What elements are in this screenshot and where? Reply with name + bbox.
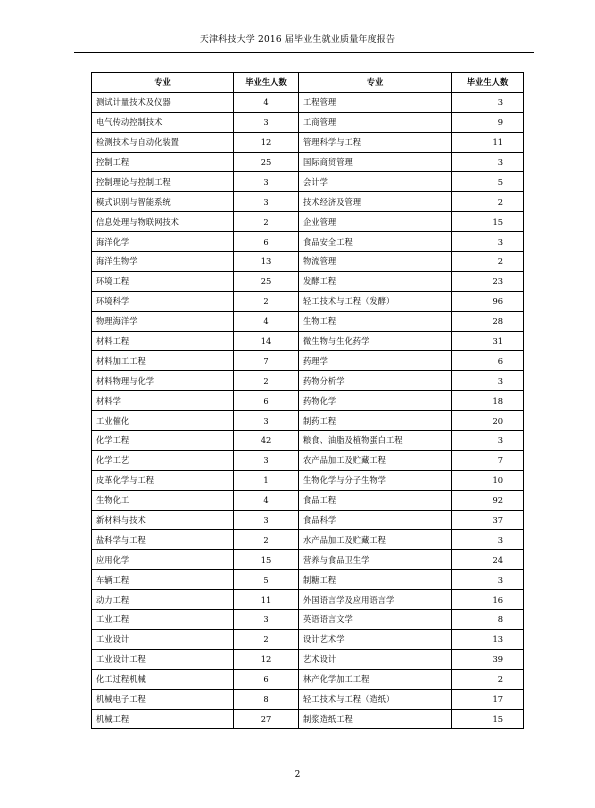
major-left-cell: 控制工程 [92, 152, 234, 172]
major-left-cell: 控制理论与控制工程 [92, 172, 234, 192]
table-row [92, 331, 524, 351]
major-left-cell: 化学工程 [92, 431, 234, 451]
major-left-cell: 工业设计工程 [92, 649, 234, 669]
count-right-cell: 13 [452, 629, 524, 649]
count-left-cell: 27 [234, 709, 299, 729]
count-left-cell: 25 [234, 271, 299, 291]
major-left-cell: 物理海洋学 [92, 311, 234, 331]
table-row [92, 132, 524, 152]
count-left-cell: 3 [234, 450, 299, 470]
count-left-cell: 14 [234, 331, 299, 351]
table-row [92, 271, 524, 291]
major-left-cell: 电气传动控制技术 [92, 112, 234, 132]
major-right-cell: 轻工技术与工程（发酵） [299, 291, 452, 311]
count-right-cell: 3 [452, 152, 524, 172]
count-right-cell: 6 [452, 351, 524, 371]
major-right-cell: 生物化学与分子生物学 [299, 470, 452, 490]
major-right-cell: 国际商贸管理 [299, 152, 452, 172]
table-row [92, 689, 524, 709]
count-left-cell: 3 [234, 192, 299, 212]
count-right-cell: 15 [452, 212, 524, 232]
major-right-cell: 设计艺术学 [299, 629, 452, 649]
count-left-cell: 3 [234, 172, 299, 192]
major-left-cell: 材料工程 [92, 331, 234, 351]
header-rule [74, 52, 534, 53]
count-right-cell: 20 [452, 411, 524, 431]
major-right-cell: 微生物与生化药学 [299, 331, 452, 351]
count-right-cell: 11 [452, 132, 524, 152]
count-left-cell: 6 [234, 232, 299, 252]
major-left-cell: 材料加工工程 [92, 351, 234, 371]
count-right-cell: 17 [452, 689, 524, 709]
count-right-cell: 3 [452, 570, 524, 590]
count-right-cell: 3 [452, 530, 524, 550]
major-left-cell: 机械电子工程 [92, 689, 234, 709]
count-right-cell: 10 [452, 470, 524, 490]
table-row [92, 530, 524, 550]
count-left-cell: 11 [234, 590, 299, 610]
major-right-cell: 食品科学 [299, 510, 452, 530]
table-row [92, 351, 524, 371]
major-left-cell: 机械工程 [92, 709, 234, 729]
count-left-cell: 12 [234, 649, 299, 669]
major-right-cell: 农产品加工及贮藏工程 [299, 450, 452, 470]
major-right-cell: 粮食、油脂及植物蛋白工程 [299, 431, 452, 451]
table-body [92, 92, 524, 729]
table-row [92, 152, 524, 172]
count-right-cell: 15 [452, 709, 524, 729]
count-left-cell: 2 [234, 291, 299, 311]
count-right-cell: 3 [452, 431, 524, 451]
major-left-cell: 检测技术与自动化装置 [92, 132, 234, 152]
major-left-cell: 皮革化学与工程 [92, 470, 234, 490]
major-right-cell: 会计学 [299, 172, 452, 192]
table-header-row [92, 73, 524, 93]
count-right-cell: 3 [452, 371, 524, 391]
table-row [92, 192, 524, 212]
major-left-cell: 工业工程 [92, 610, 234, 630]
header-count-left: 毕业生人数 [234, 73, 299, 93]
table-row [92, 212, 524, 232]
count-left-cell: 4 [234, 311, 299, 331]
count-right-cell: 2 [452, 669, 524, 689]
count-right-cell: 3 [452, 232, 524, 252]
major-left-cell: 环境工程 [92, 271, 234, 291]
count-left-cell: 25 [234, 152, 299, 172]
major-left-cell: 模式识别与智能系统 [92, 192, 234, 212]
major-right-cell: 管理科学与工程 [299, 132, 452, 152]
count-right-cell: 8 [452, 610, 524, 630]
count-left-cell: 2 [234, 530, 299, 550]
count-right-cell: 23 [452, 271, 524, 291]
count-left-cell: 3 [234, 610, 299, 630]
major-left-cell: 材料学 [92, 391, 234, 411]
count-left-cell: 6 [234, 669, 299, 689]
page-number: 2 [294, 770, 301, 780]
major-right-cell: 制药工程 [299, 411, 452, 431]
major-right-cell: 药理学 [299, 351, 452, 371]
major-right-cell: 英语语言文学 [299, 610, 452, 630]
count-left-cell: 2 [234, 212, 299, 232]
table-row [92, 431, 524, 451]
major-left-cell: 环境科学 [92, 291, 234, 311]
table-row [92, 669, 524, 689]
major-left-cell: 生物化工 [92, 490, 234, 510]
major-right-cell: 林产化学加工工程 [299, 669, 452, 689]
major-right-cell: 企业管理 [299, 212, 452, 232]
table-row [92, 172, 524, 192]
major-left-cell: 测试计量技术及仪器 [92, 92, 234, 112]
table-row [92, 590, 524, 610]
count-right-cell: 28 [452, 311, 524, 331]
major-right-cell: 药物化学 [299, 391, 452, 411]
table-row [92, 291, 524, 311]
count-right-cell: 7 [452, 450, 524, 470]
table-row [92, 470, 524, 490]
table-row [92, 649, 524, 669]
major-left-cell: 盐科学与工程 [92, 530, 234, 550]
table-row [92, 450, 524, 470]
major-right-cell: 艺术设计 [299, 649, 452, 669]
count-right-cell: 2 [452, 192, 524, 212]
count-left-cell: 7 [234, 351, 299, 371]
count-right-cell: 18 [452, 391, 524, 411]
count-right-cell: 9 [452, 112, 524, 132]
count-left-cell: 8 [234, 689, 299, 709]
table-row [92, 510, 524, 530]
count-right-cell: 96 [452, 291, 524, 311]
count-right-cell: 2 [452, 252, 524, 272]
major-right-cell: 生物工程 [299, 311, 452, 331]
count-left-cell: 42 [234, 431, 299, 451]
major-left-cell: 车辆工程 [92, 570, 234, 590]
table-row [92, 311, 524, 331]
count-left-cell: 13 [234, 252, 299, 272]
table-row [92, 391, 524, 411]
table-row [92, 709, 524, 729]
major-right-cell: 工程管理 [299, 92, 452, 112]
table-row [92, 371, 524, 391]
major-left-cell: 材料物理与化学 [92, 371, 234, 391]
count-left-cell: 1 [234, 470, 299, 490]
major-left-cell: 动力工程 [92, 590, 234, 610]
major-left-cell: 海洋生物学 [92, 252, 234, 272]
table-row [92, 112, 524, 132]
major-right-cell: 外国语言学及应用语言学 [299, 590, 452, 610]
count-right-cell: 37 [452, 510, 524, 530]
major-right-cell: 发酵工程 [299, 271, 452, 291]
count-right-cell: 16 [452, 590, 524, 610]
count-right-cell: 24 [452, 550, 524, 570]
major-left-cell: 化学工艺 [92, 450, 234, 470]
count-right-cell: 92 [452, 490, 524, 510]
count-left-cell: 3 [234, 510, 299, 530]
count-left-cell: 4 [234, 92, 299, 112]
count-right-cell: 5 [452, 172, 524, 192]
major-left-cell: 化工过程机械 [92, 669, 234, 689]
major-right-cell: 营养与食品卫生学 [299, 550, 452, 570]
major-right-cell: 轻工技术与工程（造纸） [299, 689, 452, 709]
major-right-cell: 制浆造纸工程 [299, 709, 452, 729]
count-left-cell: 2 [234, 629, 299, 649]
count-right-cell: 3 [452, 92, 524, 112]
major-right-cell: 食品工程 [299, 490, 452, 510]
count-right-cell: 39 [452, 649, 524, 669]
table-row [92, 232, 524, 252]
count-left-cell: 4 [234, 490, 299, 510]
major-right-cell: 物流管理 [299, 252, 452, 272]
count-left-cell: 15 [234, 550, 299, 570]
major-left-cell: 海洋化学 [92, 232, 234, 252]
table-row [92, 92, 524, 112]
table-row [92, 570, 524, 590]
table-row [92, 411, 524, 431]
graduates-by-major-table [91, 72, 524, 729]
table-row [92, 610, 524, 630]
table-row [92, 550, 524, 570]
count-left-cell: 3 [234, 112, 299, 132]
major-left-cell: 工业设计 [92, 629, 234, 649]
major-left-cell: 新材料与技术 [92, 510, 234, 530]
page-header-title: 天津科技大学 2016 届毕业生就业质量年度报告 [199, 35, 396, 45]
count-left-cell: 3 [234, 411, 299, 431]
major-right-cell: 制糖工程 [299, 570, 452, 590]
table-row [92, 252, 524, 272]
major-left-cell: 应用化学 [92, 550, 234, 570]
header-count-right: 毕业生人数 [452, 73, 524, 93]
major-left-cell: 信息处理与物联网技术 [92, 212, 234, 232]
table-row [92, 490, 524, 510]
header-major-right: 专业 [299, 73, 452, 93]
header-major-left: 专业 [92, 73, 234, 93]
count-left-cell: 6 [234, 391, 299, 411]
major-right-cell: 水产品加工及贮藏工程 [299, 530, 452, 550]
count-left-cell: 5 [234, 570, 299, 590]
major-right-cell: 食品安全工程 [299, 232, 452, 252]
major-left-cell: 工业催化 [92, 411, 234, 431]
major-right-cell: 技术经济及管理 [299, 192, 452, 212]
major-right-cell: 药物分析学 [299, 371, 452, 391]
major-right-cell: 工商管理 [299, 112, 452, 132]
count-left-cell: 12 [234, 132, 299, 152]
table-row [92, 629, 524, 649]
count-left-cell: 2 [234, 371, 299, 391]
count-right-cell: 31 [452, 331, 524, 351]
